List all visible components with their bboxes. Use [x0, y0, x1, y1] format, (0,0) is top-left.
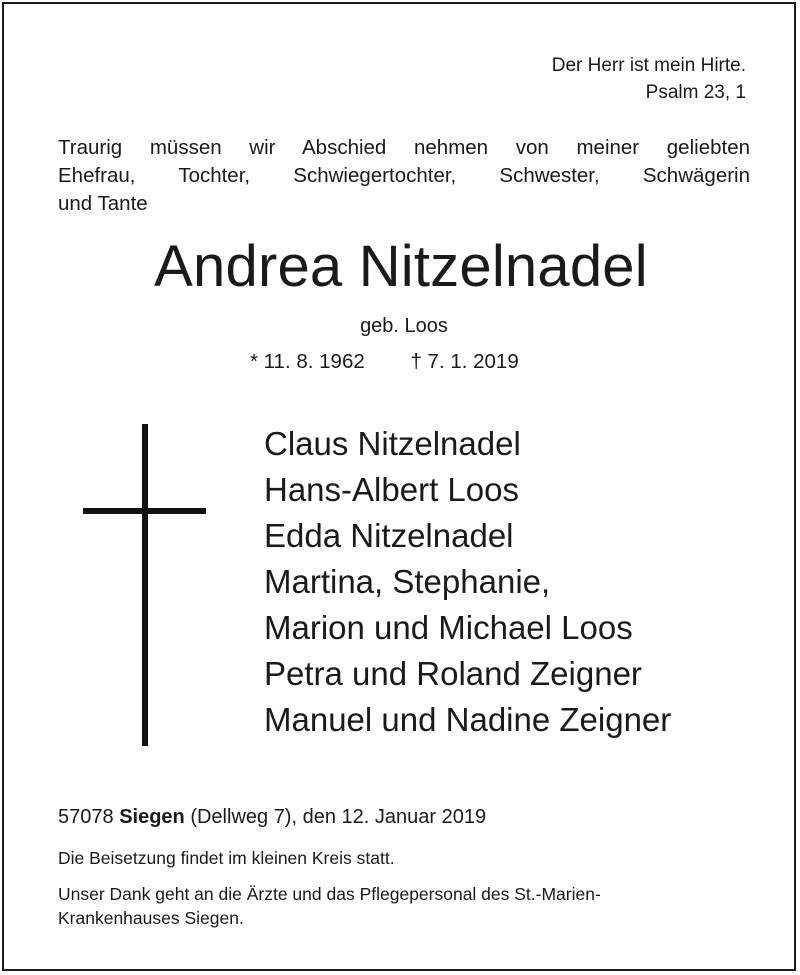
intro-line: und Tante	[58, 192, 148, 215]
deceased-name: Andrea Nitzelnadel	[154, 234, 648, 299]
mourner-name: Claus Nitzelnadel	[264, 425, 521, 462]
cross-icon-bar	[83, 508, 206, 514]
thanks-line: Krankenhauses Siegen.	[58, 908, 244, 928]
psalm-quote: Der Herr ist mein Hirte.	[551, 55, 746, 76]
birth-date: * 11. 8. 1962	[250, 350, 365, 373]
intro-line: Ehefrau, Tochter, Schwiegertochter, Schwester, Schwägerin	[58, 164, 750, 187]
cross-icon	[142, 424, 148, 746]
intro-text	[58, 134, 750, 218]
maiden-name: geb. Loos	[360, 315, 448, 337]
thanks-line: Unser Dank geht an die Ärzte und das Pflegepersonal des St.-Marien-	[58, 884, 601, 904]
obituary-notice	[2, 2, 796, 971]
city: Siegen	[119, 806, 185, 828]
mourner-name: Martina, Stephanie,	[264, 563, 551, 600]
psalm-reference: Psalm 23, 1	[645, 82, 746, 103]
place-and-date	[58, 802, 486, 832]
postcode: 57078	[58, 806, 114, 828]
mourner-name: Edda Nitzelnadel	[264, 517, 514, 554]
mourners-list	[264, 421, 671, 743]
address-date: (Dellweg 7), den 12. Januar 2019	[190, 806, 487, 828]
death-date: † 7. 1. 2019	[410, 350, 519, 373]
psalm-quote-block	[552, 52, 746, 106]
mourner-name: Petra und Roland Zeigner	[264, 655, 642, 692]
thanks-note	[58, 882, 752, 930]
burial-note: Die Beisetzung findet im kleinen Kreis statt.	[58, 848, 395, 868]
life-dates	[250, 347, 519, 377]
mourner-name: Manuel und Nadine Zeigner	[264, 701, 672, 738]
mourner-name: Marion und Michael Loos	[264, 609, 633, 646]
intro-line: Traurig müssen wir Abschied nehmen von meiner geliebten	[58, 136, 750, 159]
mourner-name: Hans-Albert Loos	[264, 471, 519, 508]
